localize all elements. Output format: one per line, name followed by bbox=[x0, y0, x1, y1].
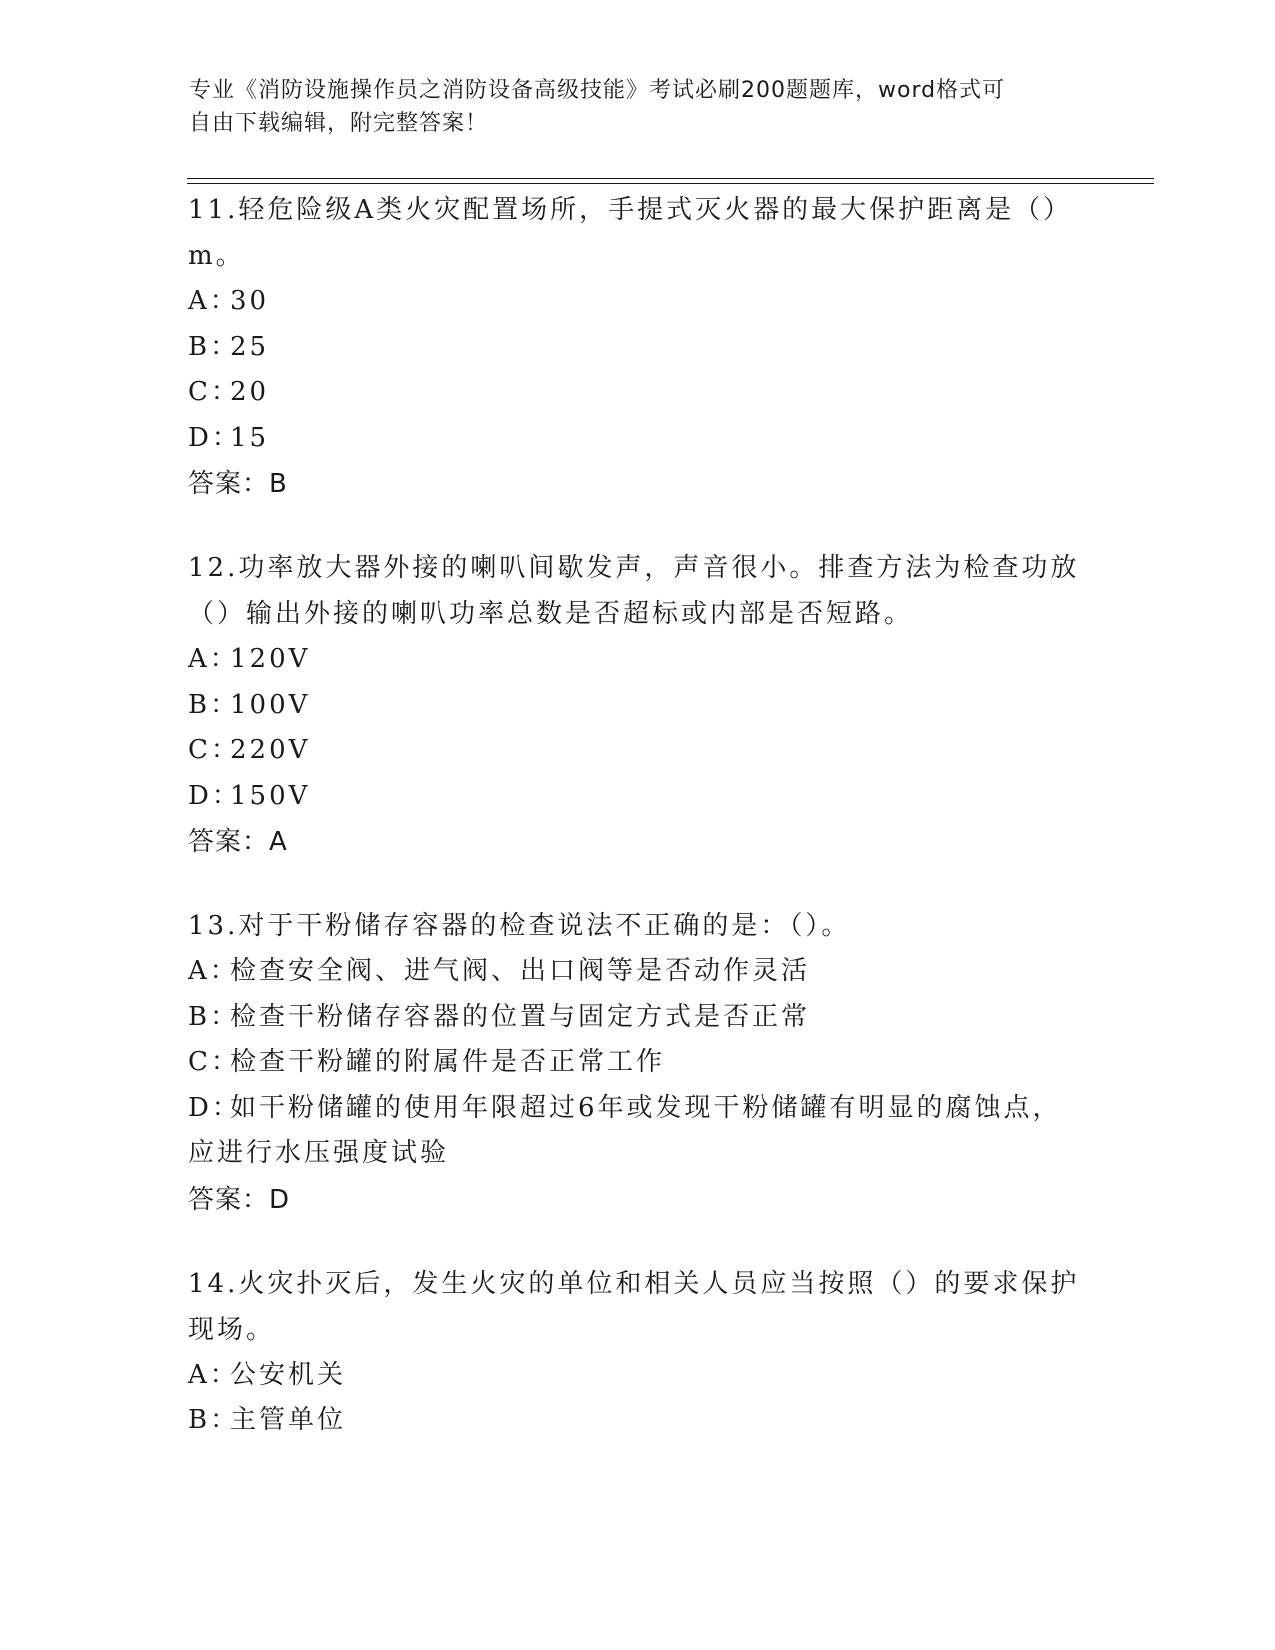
question-stem: 12.功率放大器外接的喇叭间歇发声，声音很小。排查方法为检查功放 bbox=[188, 553, 1080, 583]
option-a bbox=[188, 949, 1088, 995]
option-letter: A： bbox=[188, 956, 239, 986]
option-text: 150V bbox=[230, 780, 311, 811]
question-12 bbox=[188, 545, 1088, 865]
option-c bbox=[188, 1040, 1088, 1086]
option-letter: A： bbox=[188, 644, 239, 674]
question-stem-continued: （）输出外接的喇叭功率总数是否超标或内部是否短路。 bbox=[188, 599, 914, 629]
answer-line: 答案：B bbox=[188, 469, 288, 499]
document-header bbox=[189, 74, 1069, 140]
option-c bbox=[188, 728, 1088, 774]
option-text: 检查干粉储存容器的位置与固定方式是否正常 bbox=[230, 1001, 811, 1032]
option-b bbox=[188, 995, 1088, 1041]
option-letter: B： bbox=[188, 331, 240, 362]
option-letter: D： bbox=[188, 780, 241, 811]
question-stem: 14.火灾扑灭后，发生火灾的单位和相关人员应当按照（）的要求保护 bbox=[188, 1268, 1080, 1299]
option-text: 检查安全阀、进气阀、出口阀等是否动作灵活 bbox=[230, 956, 811, 986]
option-letter: D： bbox=[188, 422, 241, 453]
option-d bbox=[188, 416, 1088, 462]
option-d bbox=[188, 1086, 1088, 1132]
question-13 bbox=[188, 903, 1088, 1223]
option-letter: C： bbox=[188, 735, 240, 765]
option-text: 120V bbox=[230, 644, 311, 674]
option-a bbox=[188, 637, 1088, 683]
option-text: 100V bbox=[230, 689, 311, 720]
question-11 bbox=[188, 187, 1088, 507]
option-letter: C： bbox=[188, 1047, 240, 1077]
question-list bbox=[188, 187, 1088, 1482]
option-text: 25 bbox=[230, 331, 270, 362]
answer-line: 答案：D bbox=[188, 1184, 291, 1215]
option-letter: A： bbox=[188, 286, 239, 316]
option-text: 主管单位 bbox=[230, 1405, 347, 1435]
option-letter: B： bbox=[188, 1405, 240, 1435]
option-letter: B： bbox=[188, 689, 240, 720]
option-b bbox=[188, 1398, 1088, 1444]
option-text: 如干粉储罐的使用年限超过6年或发现干粉储罐有明显的腐蚀点， bbox=[230, 1092, 1062, 1123]
option-c bbox=[188, 370, 1088, 416]
question-stem-continued: m。 bbox=[188, 241, 245, 271]
option-text: 30 bbox=[230, 286, 270, 316]
option-a bbox=[188, 1353, 1088, 1399]
option-letter: B： bbox=[188, 1001, 240, 1032]
header-line-2: 自由下载编辑，附完整答案！ bbox=[189, 111, 489, 136]
option-d-continued: 应进行水压强度试验 bbox=[188, 1138, 450, 1168]
header-line-1: 专业《消防设施操作员之消防设备高级技能》考试必刷200题题库，word格式可 bbox=[189, 78, 1006, 103]
option-text: 20 bbox=[230, 377, 270, 407]
option-letter: D： bbox=[188, 1092, 241, 1123]
question-stem: 11.轻危险级A类火灾配置场所，手提式灭火器的最大保护距离是（） bbox=[188, 195, 1073, 225]
option-text: 15 bbox=[230, 422, 270, 453]
option-letter: A： bbox=[188, 1359, 239, 1390]
question-stem-continued: 现场。 bbox=[188, 1314, 276, 1345]
option-d bbox=[188, 774, 1088, 820]
option-text: 检查干粉罐的附属件是否正常工作 bbox=[230, 1047, 666, 1077]
question-14 bbox=[188, 1261, 1088, 1444]
option-text: 220V bbox=[230, 735, 311, 765]
answer-line: 答案：A bbox=[188, 827, 288, 857]
option-b bbox=[188, 683, 1088, 729]
option-b bbox=[188, 325, 1088, 371]
question-stem: 13.对于干粉储存容器的检查说法不正确的是：（）。 bbox=[188, 911, 851, 941]
header-divider-bottom bbox=[187, 183, 1154, 184]
option-a bbox=[188, 279, 1088, 325]
option-text: 公安机关 bbox=[230, 1359, 347, 1390]
option-letter: C： bbox=[188, 377, 240, 407]
header-divider-top bbox=[187, 178, 1154, 179]
